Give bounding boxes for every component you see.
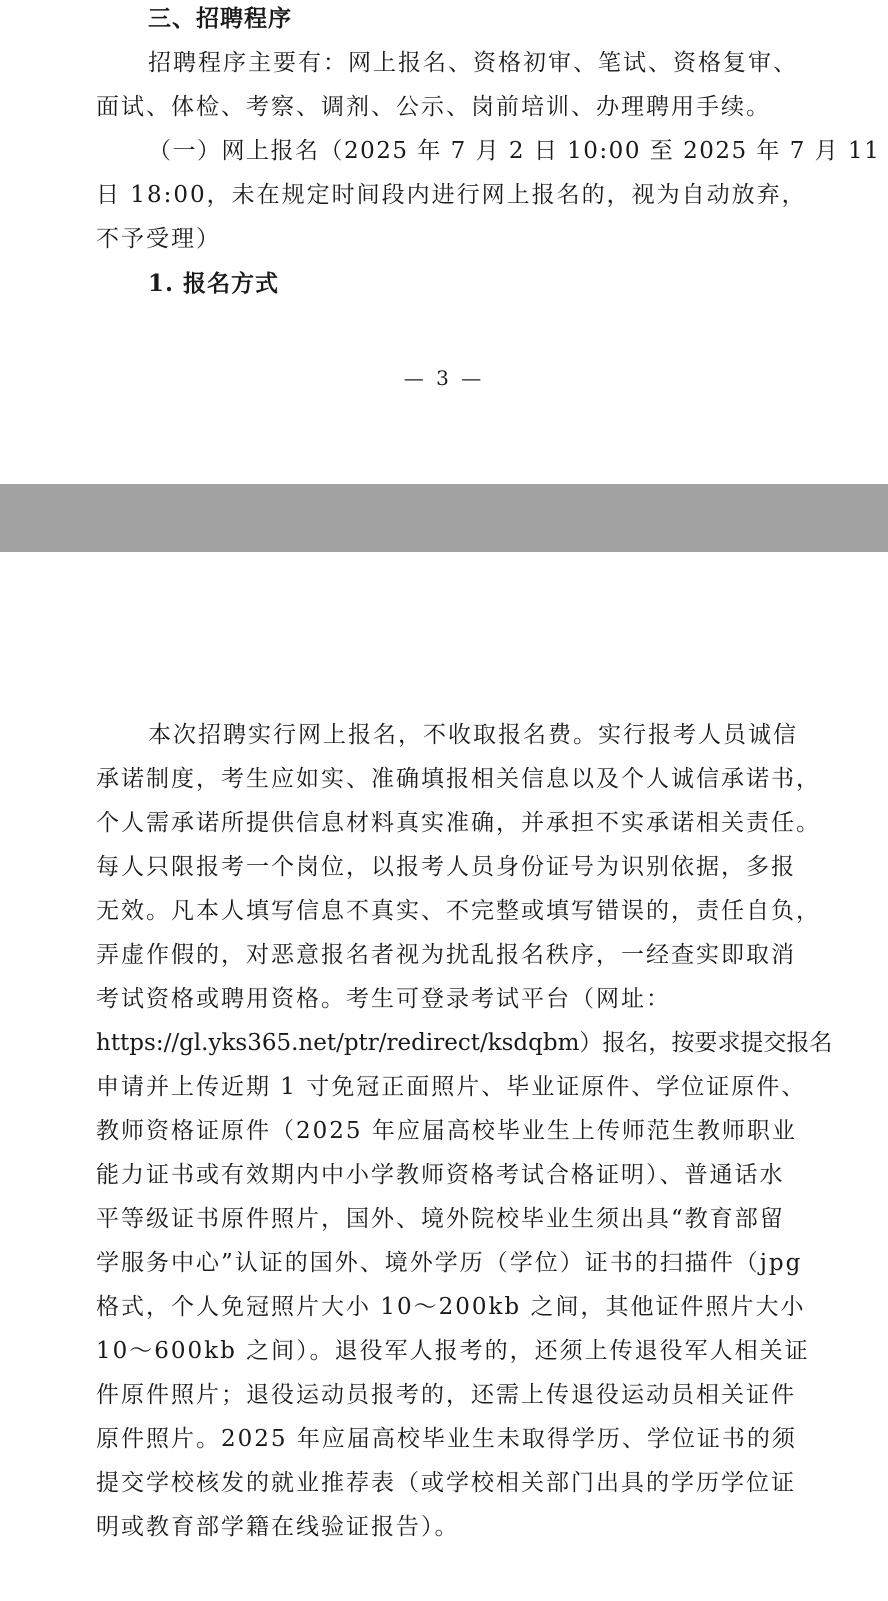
body-line-url: https://gl.yks365.net/ptr/redirect/ksdqbm）报名，按要求提交报名 xyxy=(96,1030,833,1056)
body-line: 弄虚作假的，对恶意报名者视为扰乱报名秩序，一经查实即取消 xyxy=(96,942,796,968)
body-line: 件原件照片；退役运动员报考的，还需上传退役运动员相关证件 xyxy=(96,1382,796,1408)
body-line: 每人只限报考一个岗位，以报考人员身份证号为识别依据，多报 xyxy=(96,854,796,880)
page-number: — 3 — xyxy=(403,366,485,390)
body-line: 格式，个人免冠照片大小 10～200kb 之间，其他证件照片大小 xyxy=(96,1294,806,1320)
body-line: 能力证书或有效期内中小学教师资格考试合格证明）、普通话水 xyxy=(96,1162,785,1188)
document-page-bottom xyxy=(0,552,888,1601)
body-line: 10～600kb 之间）。退役军人报考的，还须上传退役军人相关证 xyxy=(96,1338,810,1364)
document-page-top xyxy=(0,0,888,484)
body-line: 考试资格或聘用资格。考生可登录考试平台（网址： xyxy=(96,986,671,1012)
subsection-line: 日 18:00，未在规定时间段内进行网上报名的，视为自动放弃， xyxy=(96,182,807,208)
body-line: 教师资格证原件（2025 年应届高校毕业生上传师范生教师职业 xyxy=(96,1118,797,1144)
body-line: 无效。凡本人填写信息不真实、不完整或填写错误的，责任自负， xyxy=(96,898,821,924)
body-line: 承诺制度，考生应如实、准确填报相关信息以及个人诚信承诺书， xyxy=(96,766,821,792)
body-line: 提交学校核发的就业推荐表（或学校相关部门出具的学历学位证 xyxy=(96,1470,796,1496)
intro-line: 招聘程序主要有：网上报名、资格初审、笔试、资格复审、 xyxy=(148,50,798,76)
body-line: 个人需承诺所提供信息材料真实准确，并承担不实承诺相关责任。 xyxy=(96,810,821,836)
item-heading: 1. 报名方式 xyxy=(148,270,280,297)
body-line: 原件照片。2025 年应届高校毕业生未取得学历、学位证书的须 xyxy=(96,1426,797,1452)
body-line: 明或教育部学籍在线验证报告）。 xyxy=(96,1514,460,1540)
subsection-line: （一）网上报名（2025 年 7 月 2 日 10:00 至 2025 年 7 月 11 xyxy=(148,138,881,164)
body-line: 平等级证书原件照片，国外、境外院校毕业生须出具“教育部留 xyxy=(96,1206,785,1232)
body-line: 申请并上传近期 1 寸免冠正面照片、毕业证原件、学位证原件、 xyxy=(96,1074,807,1100)
page-separator xyxy=(0,484,888,552)
subsection-line: 不予受理） xyxy=(96,226,221,252)
section-heading: 三、招聘程序 xyxy=(148,5,292,32)
body-line: 学服务中心”认证的国外、境外学历（学位）证书的扫描件（jpg xyxy=(96,1250,803,1276)
body-line: 本次招聘实行网上报名，不收取报名费。实行报考人员诚信 xyxy=(148,722,798,748)
intro-line: 面试、体检、考察、调剂、公示、岗前培训、办理聘用手续。 xyxy=(96,94,771,120)
